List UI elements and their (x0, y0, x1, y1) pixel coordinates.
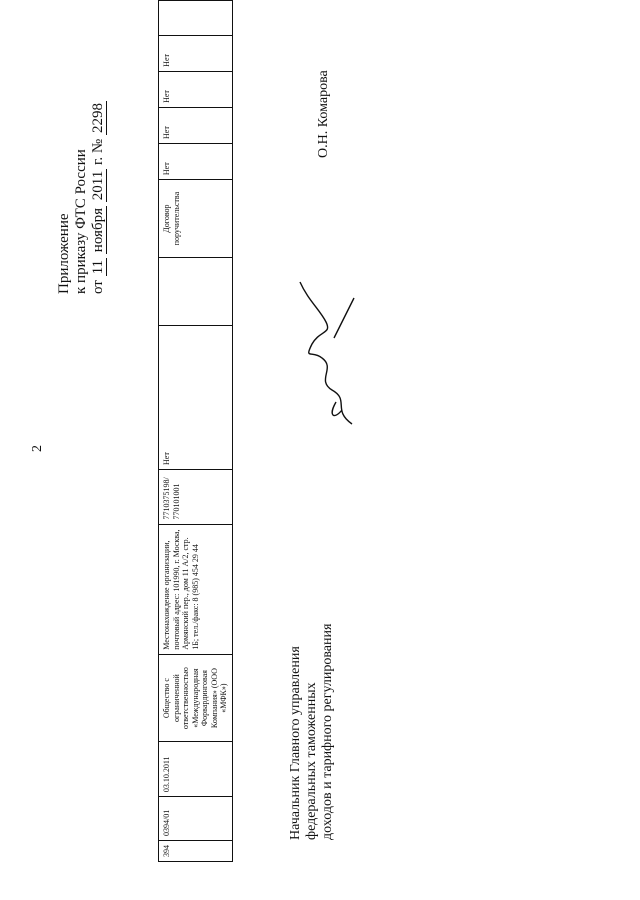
cell-inn-kpp: 7710375198/ 770101001 (159, 469, 233, 524)
cell-row-number: 394 (159, 841, 233, 862)
signatory-title (288, 624, 336, 840)
table-row (159, 1, 233, 862)
number-sign: № (90, 138, 106, 154)
signatory-title-line: Начальник Главного управления (288, 646, 303, 840)
order-month: ноября (90, 208, 106, 253)
order-date-line (90, 0, 107, 294)
date-prefix: от (90, 280, 106, 294)
appendix-header (56, 0, 107, 294)
handwritten-signature (292, 270, 362, 430)
cell-date: 03.10.2011 (159, 742, 233, 797)
cell-organization-name: Общество с ограниченной ответственностью «Международная Форвардинговая Компания» (ООО «МФК») (159, 654, 233, 742)
cell-address: Местонахождение организации, почтовый адрес: 101990, г. Москва, Армянский пер., дом 11 А/2, стр. 1Б; тел./факс: 8 (985) 454 29 44 (159, 524, 233, 654)
cell-flag-4: Нет (159, 71, 233, 107)
signatory-title-line: федеральных таможенных (304, 682, 319, 840)
cell-flag-5: Нет (159, 35, 233, 71)
signatory-title-line: доходов и тарифного регулирования (320, 623, 335, 840)
order-year: 2011 (90, 170, 106, 201)
register-table (158, 0, 233, 862)
cell-empty-2 (159, 1, 233, 36)
order-number: 2298 (90, 103, 106, 134)
appendix-title: Приложение (56, 213, 72, 294)
order-reference: к приказу ФТС России (73, 149, 89, 294)
cell-guarantee-type: Договор поручительства (159, 180, 233, 258)
order-day: 11 (90, 259, 106, 275)
cell-register-number: 0394/01 (159, 797, 233, 841)
year-suffix: г. (90, 156, 106, 166)
cell-empty-1 (159, 258, 233, 326)
page-number: 2 (30, 445, 45, 452)
signatory-name: О.Н. Комарова (316, 70, 331, 158)
cell-flag-1: Нет (159, 326, 233, 470)
cell-flag-2: Нет (159, 144, 233, 180)
cell-flag-3: Нет (159, 107, 233, 143)
